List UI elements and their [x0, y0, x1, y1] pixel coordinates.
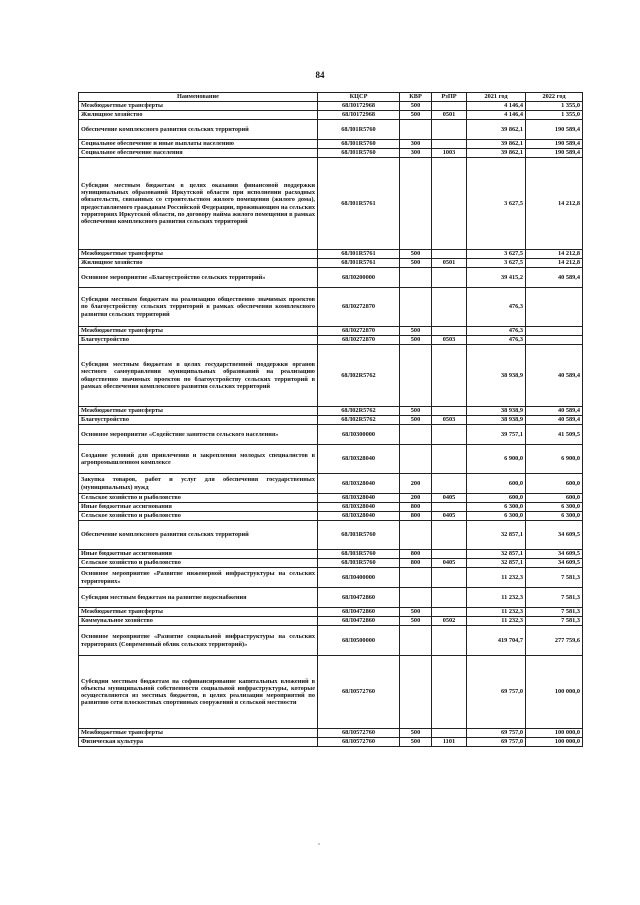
row-kvr: 500	[400, 327, 432, 336]
row-name: Социальное обеспечение населения	[79, 149, 318, 158]
row-2021: 32 857,1	[467, 521, 526, 550]
row-rzpr	[432, 102, 467, 111]
row-kcsr: 68Л0472860	[318, 617, 400, 626]
row-2022: 40 589,4	[526, 407, 583, 416]
row-kcsr: 68Л03R5760	[318, 559, 400, 568]
row-2021: 38 938,9	[467, 407, 526, 416]
row-rzpr	[432, 626, 467, 656]
row-2021: 6 300,0	[467, 503, 526, 512]
table-row	[79, 445, 583, 474]
row-kvr	[400, 425, 432, 445]
row-kcsr: 68Л0200000	[318, 268, 400, 288]
table-row	[79, 407, 583, 416]
row-kcsr: 68Л0272870	[318, 327, 400, 336]
row-2022: 7 581,3	[526, 617, 583, 626]
row-rzpr	[432, 608, 467, 617]
row-rzpr	[432, 503, 467, 512]
row-rzpr	[432, 729, 467, 738]
table-row	[79, 568, 583, 588]
row-2021: 6 300,0	[467, 512, 526, 521]
row-kcsr: 68Л0472860	[318, 608, 400, 617]
row-rzpr	[432, 656, 467, 729]
row-kcsr: 68Л0328040	[318, 512, 400, 521]
row-2021: 69 757,0	[467, 738, 526, 747]
row-name: Благоустройство	[79, 416, 318, 425]
row-kcsr: 68Л0328040	[318, 474, 400, 494]
row-2022: 7 581,3	[526, 568, 583, 588]
table-row	[79, 494, 583, 503]
row-name: Субсидии местным бюджетам в целях государственной поддержки органов местного самоуправления муниципальных образований на реализацию общественно значимых проектов по благоустройству сельских территорий в рамках обеспечения комплексного развития сельских территорий	[79, 345, 318, 407]
row-name: Межбюджетные трансферты	[79, 407, 318, 416]
row-rzpr	[432, 327, 467, 336]
table-row	[79, 111, 583, 120]
row-name: Иные бюджетные ассигнования	[79, 503, 318, 512]
row-kcsr: 68Л0328040	[318, 494, 400, 503]
row-kvr: 800	[400, 512, 432, 521]
row-kvr: 500	[400, 102, 432, 111]
row-kvr	[400, 288, 432, 327]
row-rzpr	[432, 345, 467, 407]
row-2021: 32 857,1	[467, 550, 526, 559]
row-name: Субсидии местным бюджетам на развитие водоснабжения	[79, 588, 318, 608]
row-kcsr: 68Л0472860	[318, 588, 400, 608]
row-2022: 34 609,5	[526, 559, 583, 568]
row-name: Сельское хозяйство и рыболовство	[79, 559, 318, 568]
row-kvr: 500	[400, 259, 432, 268]
row-name: Обеспечение комплексного развития сельских территорий	[79, 521, 318, 550]
table-row	[79, 474, 583, 494]
table-row	[79, 268, 583, 288]
row-rzpr	[432, 550, 467, 559]
row-2021: 39 862,1	[467, 149, 526, 158]
row-2022: 14 212,8	[526, 250, 583, 259]
row-2022: 40 589,4	[526, 416, 583, 425]
table-row	[79, 416, 583, 425]
row-2021: 476,3	[467, 288, 526, 327]
table-row	[79, 259, 583, 268]
row-2022: 1 355,0	[526, 102, 583, 111]
table-row	[79, 626, 583, 656]
row-rzpr	[432, 521, 467, 550]
row-name: Коммунальное хозяйство	[79, 617, 318, 626]
row-kvr: 500	[400, 729, 432, 738]
row-rzpr: 0502	[432, 617, 467, 626]
table-row	[79, 425, 583, 445]
row-rzpr	[432, 445, 467, 474]
table-body	[79, 102, 583, 747]
row-rzpr	[432, 120, 467, 140]
row-2022: 100 000,0	[526, 729, 583, 738]
row-name: Обеспечение комплексного развития сельских территорий	[79, 120, 318, 140]
row-name: Закупка товаров, работ и услуг для обеспечения государственных (муниципальных) нужд	[79, 474, 318, 494]
header-kcsr: КЦСР	[318, 93, 400, 102]
row-kvr	[400, 521, 432, 550]
row-rzpr	[432, 474, 467, 494]
row-2021: 11 232,3	[467, 568, 526, 588]
row-kvr	[400, 158, 432, 250]
row-name: Основное мероприятие «Развитие социальной инфраструктуры на сельских территориях (Современный облик сельских территорий)»	[79, 626, 318, 656]
row-kvr: 200	[400, 474, 432, 494]
row-2021: 4 146,4	[467, 102, 526, 111]
row-2022: 600,0	[526, 474, 583, 494]
row-kcsr: 68Л0272870	[318, 288, 400, 327]
row-rzpr	[432, 588, 467, 608]
row-kvr	[400, 568, 432, 588]
page-number: 84	[315, 70, 325, 80]
row-2022: 34 609,5	[526, 521, 583, 550]
row-2021: 476,3	[467, 336, 526, 345]
table-row	[79, 250, 583, 259]
row-kcsr: 68Л0272870	[318, 336, 400, 345]
row-2022: 190 589,4	[526, 120, 583, 140]
row-2021: 39 862,1	[467, 140, 526, 149]
row-kcsr: 68Л0328040	[318, 445, 400, 474]
row-2021: 69 757,0	[467, 729, 526, 738]
row-2022: 41 509,5	[526, 425, 583, 445]
row-rzpr: 0503	[432, 416, 467, 425]
row-name: Межбюджетные трансферты	[79, 327, 318, 336]
table-row	[79, 120, 583, 140]
row-kvr: 500	[400, 617, 432, 626]
table-row	[79, 512, 583, 521]
row-rzpr	[432, 268, 467, 288]
table-row	[79, 656, 583, 729]
row-kvr	[400, 656, 432, 729]
row-2022: 14 212,8	[526, 158, 583, 250]
row-2022: 277 759,6	[526, 626, 583, 656]
row-rzpr: 0503	[432, 336, 467, 345]
row-name: Жилищное хозяйство	[79, 111, 318, 120]
row-kcsr: 68Л01R5760	[318, 149, 400, 158]
row-rzpr: 0405	[432, 494, 467, 503]
row-2022: 600,0	[526, 494, 583, 503]
header-2022: 2022 год	[526, 93, 583, 102]
row-2022: 6 300,0	[526, 512, 583, 521]
row-2021: 4 146,4	[467, 111, 526, 120]
budget-table	[78, 92, 583, 747]
row-rzpr: 1101	[432, 738, 467, 747]
table-row	[79, 617, 583, 626]
row-name: Основное мероприятие «Содействие занятости сельского населения»	[79, 425, 318, 445]
row-name: Субсидии местным бюджетам на реализацию общественно значимых проектов по благоустройству сельских территорий в рамках обеспечения комплексного развития сельских территорий	[79, 288, 318, 327]
row-kcsr: 68Л02R5762	[318, 407, 400, 416]
row-2022: 6 300,0	[526, 503, 583, 512]
row-kvr: 500	[400, 111, 432, 120]
row-kcsr: 68Л0172968	[318, 102, 400, 111]
row-2022: 34 609,5	[526, 550, 583, 559]
row-name: Сельское хозяйство и рыболовство	[79, 494, 318, 503]
row-kvr: 500	[400, 416, 432, 425]
row-2022: 190 589,4	[526, 140, 583, 149]
row-kvr	[400, 626, 432, 656]
row-2022: 190 589,4	[526, 149, 583, 158]
row-kcsr: 68Л0300000	[318, 425, 400, 445]
row-2021: 38 938,9	[467, 345, 526, 407]
row-2021: 38 938,9	[467, 416, 526, 425]
row-rzpr	[432, 158, 467, 250]
row-name: Межбюджетные трансферты	[79, 729, 318, 738]
row-2021: 39 862,1	[467, 120, 526, 140]
row-kcsr: 68Л0572760	[318, 738, 400, 747]
row-2021: 3 627,5	[467, 158, 526, 250]
row-kvr	[400, 588, 432, 608]
row-name: Благоустройство	[79, 336, 318, 345]
table-row	[79, 588, 583, 608]
table-row	[79, 102, 583, 111]
row-kvr	[400, 445, 432, 474]
table-row	[79, 608, 583, 617]
table-row	[79, 336, 583, 345]
header-kvr: КВР	[400, 93, 432, 102]
row-kcsr: 68Л0572760	[318, 656, 400, 729]
row-rzpr	[432, 407, 467, 416]
row-rzpr	[432, 140, 467, 149]
row-kcsr: 68Л03R5760	[318, 550, 400, 559]
row-2021: 11 232,3	[467, 608, 526, 617]
row-name: Субсидии местным бюджетам на софинансирование капитальных вложений в объекты муниципальной собственности социальной инфраструктуры, которые осуществляются из местных бюджетов, в целях реализации мероприятий по развитию сети плоскостных спортивных сооружений в сельской местности	[79, 656, 318, 729]
row-2021: 3 627,5	[467, 259, 526, 268]
table-row	[79, 559, 583, 568]
row-kvr	[400, 268, 432, 288]
table-row	[79, 738, 583, 747]
row-kvr: 800	[400, 559, 432, 568]
row-2021: 11 232,3	[467, 617, 526, 626]
table-row	[79, 327, 583, 336]
row-kcsr: 68Л0572760	[318, 729, 400, 738]
table-row	[79, 288, 583, 327]
table-row	[79, 158, 583, 250]
row-2022: 1 355,0	[526, 111, 583, 120]
header-2021: 2021 год	[467, 93, 526, 102]
row-name: Физическая культура	[79, 738, 318, 747]
row-kvr: 300	[400, 140, 432, 149]
row-2022	[526, 327, 583, 336]
row-rzpr	[432, 568, 467, 588]
row-2022: 7 581,3	[526, 608, 583, 617]
row-2022	[526, 336, 583, 345]
row-kcsr: 68Л01R5760	[318, 120, 400, 140]
row-kvr: 500	[400, 336, 432, 345]
row-2022: 40 589,4	[526, 268, 583, 288]
table-row	[79, 149, 583, 158]
table-row	[79, 550, 583, 559]
row-rzpr	[432, 288, 467, 327]
table-row	[79, 521, 583, 550]
row-kcsr: 68Л0172968	[318, 111, 400, 120]
row-name: Создание условий для привлечения и закрепления молодых специалистов в агропромышленном комплексе	[79, 445, 318, 474]
table-header-row	[79, 93, 583, 102]
row-2022	[526, 288, 583, 327]
row-kcsr: 68Л0500000	[318, 626, 400, 656]
row-name: Иные бюджетные ассигнования	[79, 550, 318, 559]
row-kvr: 800	[400, 503, 432, 512]
table-row	[79, 345, 583, 407]
row-kvr	[400, 120, 432, 140]
row-2021: 476,3	[467, 327, 526, 336]
row-kvr: 500	[400, 250, 432, 259]
row-2022: 100 000,0	[526, 738, 583, 747]
row-kvr: 200	[400, 494, 432, 503]
table-row	[79, 503, 583, 512]
row-name: Субсидии местным бюджетам в целях оказания финансовой поддержки муниципальных образований Иркутской области при исполнении расходных обязательств, связанных со строительством жилого помещения (жилого дома), предоставляемого гражданам Российской Федерации, проживающим на сельских территориях Иркутской области, по договору найма жилого помещения в рамках обеспечения комплексного развития сельских территорий	[79, 158, 318, 250]
row-2021: 600,0	[467, 494, 526, 503]
row-kcsr: 68Л01R5761	[318, 250, 400, 259]
scan-speck	[318, 843, 320, 845]
row-rzpr: 1003	[432, 149, 467, 158]
row-name: Основное мероприятие «Развитие инженерной инфраструктуры на сельских территориях»	[79, 568, 318, 588]
table-row	[79, 729, 583, 738]
row-name: Основное мероприятие «Благоустройство сельских территорий»	[79, 268, 318, 288]
row-rzpr: 0501	[432, 111, 467, 120]
row-kvr: 800	[400, 550, 432, 559]
row-2021: 39 757,1	[467, 425, 526, 445]
row-name: Социальное обеспечение и иные выплаты населению	[79, 140, 318, 149]
row-2021: 39 415,2	[467, 268, 526, 288]
row-2022: 40 589,4	[526, 345, 583, 407]
row-kcsr: 68Л02R5762	[318, 345, 400, 407]
row-2022: 14 212,8	[526, 259, 583, 268]
row-2021: 419 704,7	[467, 626, 526, 656]
header-rzpr: РзПР	[432, 93, 467, 102]
row-rzpr	[432, 250, 467, 259]
row-rzpr	[432, 425, 467, 445]
row-kvr: 300	[400, 149, 432, 158]
row-2021: 32 857,1	[467, 559, 526, 568]
row-name: Жилищное хозяйство	[79, 259, 318, 268]
row-name: Межбюджетные трансферты	[79, 608, 318, 617]
row-kvr: 500	[400, 407, 432, 416]
header-name: Наименование	[79, 93, 318, 102]
row-2021: 600,0	[467, 474, 526, 494]
row-name: Сельское хозяйство и рыболовство	[79, 512, 318, 521]
row-kcsr: 68Л01R5761	[318, 158, 400, 250]
row-name: Межбюджетные трансферты	[79, 250, 318, 259]
row-kcsr: 68Л02R5762	[318, 416, 400, 425]
row-kvr	[400, 345, 432, 407]
row-rzpr: 0405	[432, 512, 467, 521]
row-kcsr: 68Л01R5761	[318, 259, 400, 268]
row-kcsr: 68Л01R5760	[318, 140, 400, 149]
table-row	[79, 140, 583, 149]
row-kvr: 500	[400, 608, 432, 617]
row-name: Межбюджетные трансферты	[79, 102, 318, 111]
row-2021: 69 757,0	[467, 656, 526, 729]
row-2021: 6 900,0	[467, 445, 526, 474]
row-2022: 100 000,0	[526, 656, 583, 729]
row-kcsr: 68Л0328040	[318, 503, 400, 512]
row-2022: 6 900,0	[526, 445, 583, 474]
row-kcsr: 68Л03R5760	[318, 521, 400, 550]
row-kcsr: 68Л0400000	[318, 568, 400, 588]
row-2021: 3 627,5	[467, 250, 526, 259]
row-rzpr: 0501	[432, 259, 467, 268]
row-kvr: 500	[400, 738, 432, 747]
row-2022: 7 581,3	[526, 588, 583, 608]
row-2021: 11 232,3	[467, 588, 526, 608]
row-rzpr: 0405	[432, 559, 467, 568]
